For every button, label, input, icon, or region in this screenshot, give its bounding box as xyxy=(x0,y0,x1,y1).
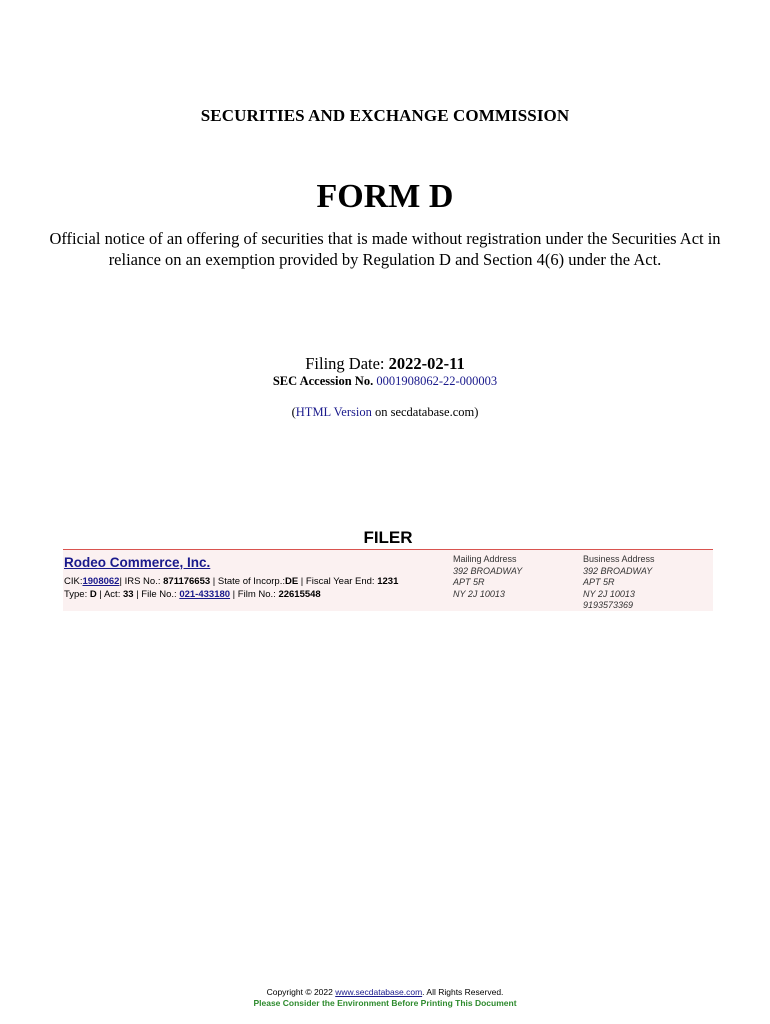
filer-box xyxy=(63,550,713,611)
form-description: Official notice of an offering of securities that is made without registration under the Securities Act in reliance on an exemption provided by Regulation D and Section 4(6) under the Act. xyxy=(49,229,721,269)
cik-label: CIK: xyxy=(64,576,83,587)
commission-title: SECURITIES AND EXCHANGE COMMISSION xyxy=(200,106,570,125)
secdatabase-link[interactable]: www.secdatabase.com xyxy=(335,987,423,997)
copyright-line xyxy=(0,987,770,998)
mailing-address xyxy=(453,554,522,600)
form-title: FORM D xyxy=(316,178,454,215)
filing-date-value: 2022-02-11 xyxy=(388,354,465,373)
state-value: DE xyxy=(284,576,299,587)
business-address xyxy=(583,554,655,612)
business-address-title: Business Address xyxy=(583,554,655,564)
business-address-line-3: NY 2J 10013 xyxy=(583,588,635,599)
state-label: | State of Incorp.: xyxy=(210,576,285,587)
mailing-address-line-2: APT 5R xyxy=(453,577,485,587)
act-label: | Act: xyxy=(96,589,123,600)
type-value: D xyxy=(89,589,97,600)
irs-label: | IRS No.: xyxy=(119,576,164,587)
mailing-address-line-3: NY 2J 10013 xyxy=(453,588,505,599)
page-footer xyxy=(0,987,770,1009)
irs-value: 871176653 xyxy=(163,576,211,587)
company-name-link[interactable]: Rodeo Commerce, Inc. xyxy=(64,555,211,570)
filing-date xyxy=(0,354,770,374)
business-phone: 9193573369 xyxy=(583,600,634,610)
type-label: Type: xyxy=(64,589,90,600)
business-address-line-2: APT 5R xyxy=(583,577,615,587)
mailing-address-title: Mailing Address xyxy=(453,554,517,564)
file-no-label: | File No.: xyxy=(133,589,180,600)
filer-heading: FILER xyxy=(363,528,413,547)
fiscal-year-label: | Fiscal Year End: xyxy=(298,576,378,587)
accession-number xyxy=(0,374,770,389)
html-version-suffix: on secdatabase.com) xyxy=(371,405,479,419)
copyright-prefix: Copyright © 2022 xyxy=(266,987,336,997)
html-version-note xyxy=(0,405,770,420)
accession-label: SEC Accession No. xyxy=(272,374,374,388)
filing-date-label: Filing Date: xyxy=(305,354,385,373)
html-version-link[interactable]: HTML Version xyxy=(295,405,372,419)
film-no-value: 22615548 xyxy=(278,589,321,600)
file-no-link[interactable]: 021-433180 xyxy=(179,589,231,600)
business-address-line-1: 392 BROADWAY xyxy=(583,565,653,576)
environment-note: Please Consider the Environment Before Printing This Document xyxy=(253,998,517,1008)
cik-link[interactable]: 1908062 xyxy=(82,576,120,587)
act-value: 33 xyxy=(122,589,134,600)
film-no-label: | Film No.: xyxy=(230,589,279,600)
accession-link[interactable]: 0001908062-22-000003 xyxy=(376,374,498,388)
copyright-suffix: . All Rights Reserved. xyxy=(422,987,504,997)
mailing-address-line-1: 392 BROADWAY xyxy=(453,565,523,576)
fiscal-year-value: 1231 xyxy=(377,576,399,587)
filer-meta-line-2 xyxy=(64,589,321,600)
filer-meta-line-1 xyxy=(64,576,398,587)
html-open-paren: ( xyxy=(291,405,296,419)
